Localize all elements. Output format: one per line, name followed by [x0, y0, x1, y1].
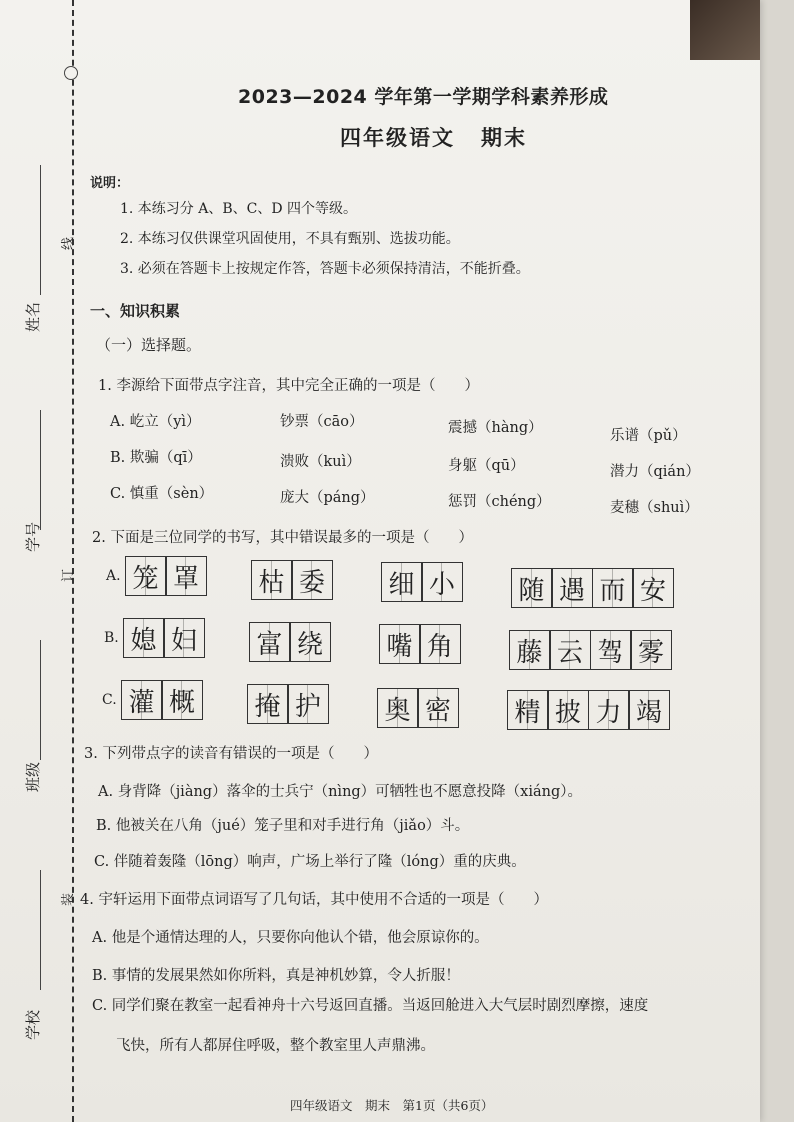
desk-corner — [690, 0, 760, 60]
q1-option: 钞票（cāo） — [280, 414, 364, 430]
q1-option: 身躯（qū） — [448, 458, 525, 474]
exam-title: 2023—2024 学年第一学期学科素养形成 — [238, 86, 609, 108]
grid-char: 披 — [547, 690, 589, 730]
notes-heading: 说明： — [90, 176, 130, 191]
grid-char: 小 — [421, 562, 463, 602]
grid-char: 雾 — [630, 630, 672, 670]
grid-char: 委 — [291, 560, 333, 600]
q4-option: B. 事情的发展果然如你所料，真是神机妙算，令人折服！ — [92, 968, 460, 984]
name-label: 姓名 — [24, 301, 42, 332]
q3-option: A. 身背降（jiàng）落伞的士兵宁（nìng）可牺牲也不愿意投降（xiáng）。 — [98, 784, 583, 800]
grid-char: 罩 — [165, 556, 207, 596]
grid-char: 细 — [381, 562, 423, 602]
tian-grid — [508, 690, 670, 730]
note-item: 3. 必须在答题卡上按规定作答，答题卡必须保持清洁，不能折叠。 — [120, 261, 530, 277]
q1-option: 庞大（páng） — [280, 490, 375, 506]
q2-letter: A. — [106, 568, 121, 584]
grid-char: 安 — [632, 568, 674, 608]
grid-char: 而 — [592, 568, 634, 608]
subtitle-grade: 四年级语文 — [340, 125, 455, 150]
tian-grid — [124, 618, 205, 658]
q1-option: 乐谱（pǔ） — [610, 428, 687, 444]
q1-option: 溃败（kuì） — [280, 454, 361, 470]
q4-option: A. 他是个通情达理的人，只要你向他认个错，他会原谅你的。 — [92, 930, 489, 946]
q3-option: B. 他被关在八角（jué）笼子里和对手进行角（jiǎo）斗。 — [96, 818, 470, 834]
q1-option: 震撼（hàng） — [448, 420, 543, 436]
grid-char: 云 — [549, 630, 591, 670]
tian-grid — [126, 556, 207, 596]
q1-option: A. 屹立（yì） — [110, 414, 201, 430]
question-2: 2. 下面是三位同学的书写，其中错误最多的一项是（ ） — [92, 530, 473, 546]
grid-char: 藤 — [509, 630, 551, 670]
tian-grid — [252, 560, 333, 600]
school-label: 学校 — [24, 1009, 42, 1040]
q1-option: 潜力（qián） — [610, 464, 700, 480]
tian-grid — [250, 622, 331, 662]
binding-char-xian: 线 — [61, 236, 77, 251]
grid-char: 驾 — [590, 630, 632, 670]
grid-char: 角 — [419, 624, 461, 664]
grid-char: 遇 — [551, 568, 593, 608]
q3-option: C. 伴随着轰隆（lōng）响声，广场上举行了隆（lóng）重的庆典。 — [94, 854, 526, 870]
q4-option: 飞快，所有人都屏住呼吸，整个教室里人声鼎沸。 — [116, 1038, 435, 1054]
grid-char: 灌 — [121, 680, 163, 720]
grid-char: 掩 — [247, 684, 289, 724]
question-4: 4. 宇轩运用下面带点词语写了几句话，其中使用不合适的一项是（ ） — [80, 892, 548, 908]
exam-subtitle — [340, 122, 527, 152]
subsection-title: （一）选择题。 — [96, 336, 202, 354]
grid-char: 媳 — [123, 618, 165, 658]
class-blank-line — [40, 640, 41, 760]
question-3: 3. 下列带点字的读音有错误的一项是（ ） — [84, 746, 378, 762]
grid-char: 随 — [511, 568, 553, 608]
grid-char: 精 — [507, 690, 549, 730]
tian-grid — [248, 684, 329, 724]
q4-option: C. 同学们聚在教室一起看神舟十六号返回直播。当返回舱进入大气层时剧烈摩擦，速度 — [92, 998, 649, 1014]
name-blank-line — [40, 165, 41, 295]
grid-char: 竭 — [628, 690, 670, 730]
class-label: 班级 — [24, 761, 42, 792]
id-blank-line — [40, 410, 41, 530]
q1-option: 惩罚（chéng） — [448, 494, 551, 510]
question-1: 1. 李源给下面带点字注音，其中完全正确的一项是（ ） — [98, 378, 479, 394]
grid-char: 奥 — [377, 688, 419, 728]
binding-hole — [64, 66, 78, 80]
q1-option: C. 慎重（sèn） — [110, 486, 214, 502]
tian-grid — [378, 688, 459, 728]
subtitle-term: 期末 — [481, 125, 527, 150]
page-footer: 四年级语文 期末 第1页（共6页） — [290, 1098, 494, 1113]
grid-char: 概 — [161, 680, 203, 720]
grid-char: 富 — [249, 622, 291, 662]
grid-char: 护 — [287, 684, 329, 724]
q2-letter: B. — [104, 630, 119, 646]
section-title: 一、知识积累 — [90, 302, 181, 320]
q1-option: 麦穗（shuì） — [610, 500, 699, 516]
note-item: 1. 本练习分 A、B、C、D 四个等级。 — [120, 201, 358, 217]
tian-grid — [510, 630, 672, 670]
note-item: 2. 本练习仅供课堂巩固使用，不具有甄别、选拔功能。 — [120, 231, 460, 247]
grid-char: 嘴 — [379, 624, 421, 664]
binding-char-ding: 订 — [61, 568, 77, 583]
tian-grid — [512, 568, 674, 608]
school-blank-line — [40, 870, 41, 990]
tian-grid — [380, 624, 461, 664]
tian-grid — [122, 680, 203, 720]
binding-dashed-line — [72, 0, 74, 1122]
grid-char: 妇 — [163, 618, 205, 658]
q2-letter: C. — [102, 692, 117, 708]
binding-char-zhuang: 装 — [61, 892, 77, 907]
grid-char: 绕 — [289, 622, 331, 662]
grid-char: 密 — [417, 688, 459, 728]
tian-grid — [382, 562, 463, 602]
grid-char: 力 — [588, 690, 630, 730]
grid-char: 枯 — [251, 560, 293, 600]
q1-option: B. 欺骗（qī） — [110, 450, 202, 466]
id-label: 学号 — [24, 521, 42, 552]
grid-char: 笼 — [125, 556, 167, 596]
